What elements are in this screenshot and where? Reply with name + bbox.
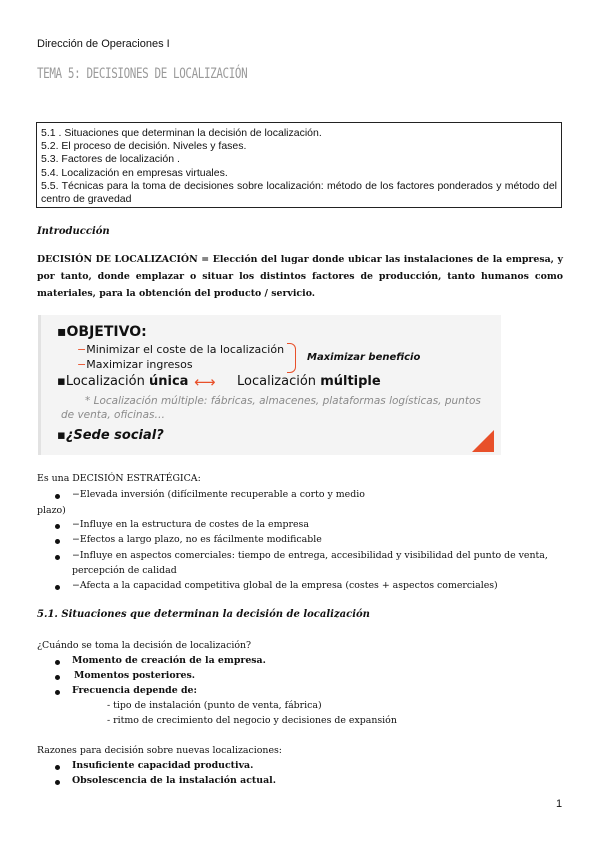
list-item-continuation: percepción de calidad <box>72 565 177 576</box>
document-header: Dirección de Operaciones I <box>37 38 170 50</box>
double-arrow-icon: ⟷ <box>194 373 216 391</box>
bullet-icon <box>55 555 60 560</box>
tema-title: TEMA 5: DECISIONES DE LOCALIZACIÓN <box>37 66 248 82</box>
section-5-1-heading: 5.1. Situaciones que determinan la decisión de localización <box>37 609 370 620</box>
bullet-icon <box>55 494 60 499</box>
section-question: ¿Cuándo se toma la decisión de localización? <box>37 640 252 651</box>
bullet-icon <box>55 765 60 770</box>
list-item: Obsolescencia de la instalación actual. <box>72 775 276 786</box>
list-item: Momento de creación de la empresa. <box>72 655 266 666</box>
objective-slide <box>38 315 501 455</box>
bullet-icon <box>55 585 60 590</box>
slide-note: de venta, oficinas… <box>61 409 165 421</box>
list-item: −Influye en la estructura de costes de la empresa <box>72 519 309 530</box>
bullet-icon <box>55 690 60 695</box>
brace-label: Maximizar beneficio <box>307 352 421 363</box>
list-item: −Elevada inversión (difícilmente recuperable a corto y medio <box>72 489 365 500</box>
razones-lead: Razones para decisión sobre nuevas localizaciones: <box>37 745 282 756</box>
estrategica-lead: Es una DECISIÓN ESTRATÉGICA: <box>37 473 201 484</box>
list-item: −Influye en aspectos comerciales: tiempo de entrega, accesibilidad y visibilidad del punto de venta, <box>72 550 548 561</box>
slide-note: * Localización múltiple: fábricas, almacenes, plataformas logísticas, puntos <box>85 395 481 407</box>
bullet-icon <box>55 660 60 665</box>
bullet-icon <box>55 675 60 680</box>
intro-heading: Introducción <box>37 226 110 237</box>
list-item: Momentos posteriores. <box>74 670 196 681</box>
sub-item: - tipo de instalación (punto de venta, fábrica) <box>107 700 322 711</box>
objective-item: −Maximizar ingresos <box>77 358 193 371</box>
bullet-icon <box>55 539 60 544</box>
localizacion-multiple: Localización múltiple <box>237 374 381 389</box>
objective-item: −Minimizar el coste de la localización <box>77 343 285 356</box>
definition-paragraph <box>37 251 563 302</box>
list-item: −Afecta a la capacidad competitiva global de la empresa (costes + aspectos comerciales) <box>72 580 498 591</box>
toc-item: 5.3. Factores de localización . <box>41 153 180 166</box>
brace-icon <box>287 343 296 373</box>
objetivo-label: ▪OBJETIVO: <box>57 324 147 340</box>
toc-item: 5.2. El proceso de decisión. Niveles y fases. <box>41 140 247 153</box>
bullet-icon <box>55 524 60 529</box>
toc-item: 5.1 . Situaciones que determinan la decisión de localización. <box>41 127 322 139</box>
toc-item: 5.4. Localización en empresas virtuales. <box>41 166 228 179</box>
table-of-contents <box>36 122 562 208</box>
definition-text: = Elección del lugar donde ubicar las instalaciones de la empresa, y por tanto, donde emplazar o situar los distintos factores de producción, tanto humanos como materiales, para la obtención del producto / servicio. <box>37 254 563 299</box>
bullet-icon <box>55 780 60 785</box>
list-item: Frecuencia depende de: <box>72 685 197 696</box>
list-item-continuation: plazo) <box>37 505 66 516</box>
page-number: 1 <box>556 798 563 810</box>
list-item: −Efectos a largo plazo, no es fácilmente modificable <box>72 534 322 545</box>
slide-corner-triangle <box>472 430 494 452</box>
sede-social: ▪¿Sede social? <box>57 428 164 443</box>
localizacion-unica: ▪Localización única <box>57 374 189 389</box>
list-item: Insuficiente capacidad productiva. <box>72 760 254 771</box>
definition-term: DECISIÓN DE LOCALIZACIÓN <box>37 254 198 265</box>
toc-item: 5.5. Técnicas para la toma de decisiones sobre localización: método de los factores ponderados y método del centro de gravedad <box>41 179 557 206</box>
sub-item: - ritmo de crecimiento del negocio y decisiones de expansión <box>107 715 397 726</box>
